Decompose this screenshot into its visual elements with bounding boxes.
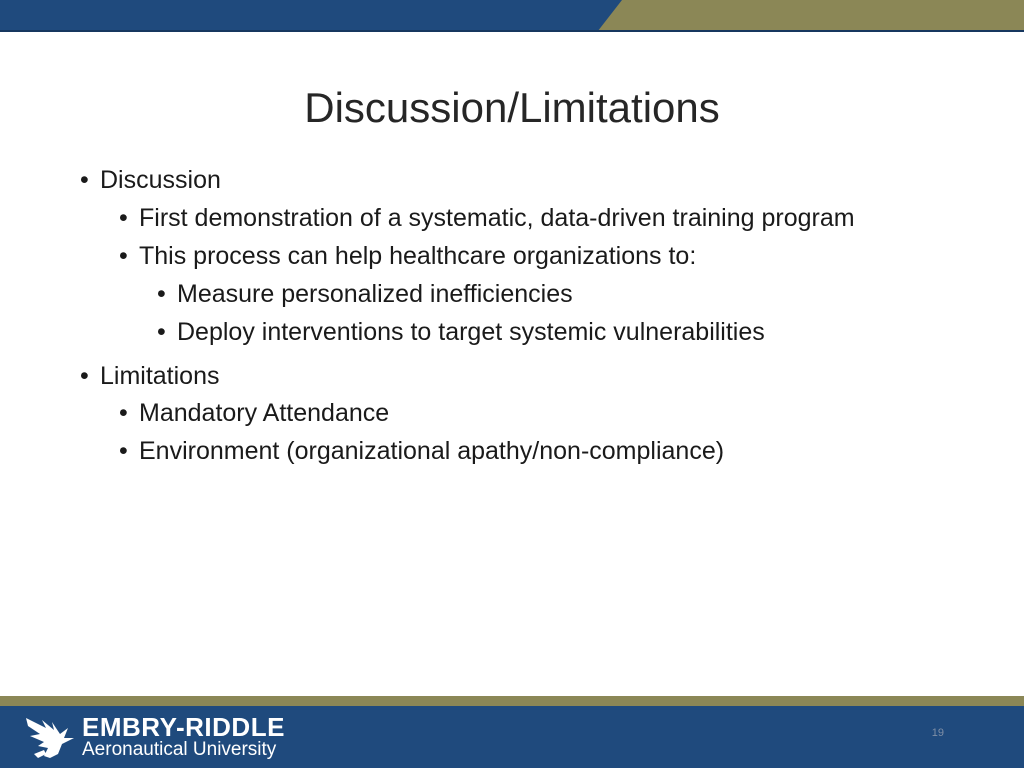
bullet-level2 <box>119 242 697 271</box>
bullet-glyph: • <box>157 318 166 346</box>
bullet-glyph: • <box>119 204 128 232</box>
bullet-level3 <box>157 280 573 309</box>
bullet-level2 <box>119 399 390 428</box>
eagle-icon <box>24 714 76 760</box>
bullet-text: Deploy interventions to target systemic vulnerabilities <box>177 318 765 346</box>
logo-name: EMBRY-RIDDLE <box>82 712 285 742</box>
top-header-band <box>0 0 1024 32</box>
bullet-text: Measure personalized inefficiencies <box>177 280 573 308</box>
bullet-glyph: • <box>80 166 89 194</box>
bullet-level2 <box>119 204 855 233</box>
bullet-text: Limitations <box>100 362 220 390</box>
bullet-text: Mandatory Attendance <box>139 399 390 427</box>
bullet-glyph: • <box>119 399 128 427</box>
page-number: 19 <box>931 727 944 739</box>
bullet-text: Environment (organizational apathy/non-compliance) <box>139 437 725 465</box>
top-header-rule <box>0 30 1024 32</box>
logo-subtitle: Aeronautical University <box>82 739 277 760</box>
bullet-glyph: • <box>119 242 128 270</box>
bullet-glyph: • <box>119 437 128 465</box>
bullet-glyph: • <box>157 280 166 308</box>
slide-title: Discussion/Limitations <box>304 84 720 131</box>
footer-gold-stripe <box>0 696 1024 706</box>
bullet-text: This process can help healthcare organizations to: <box>139 242 697 270</box>
bullet-text: Discussion <box>100 166 221 194</box>
bullet-level2 <box>119 437 725 466</box>
bullet-text: First demonstration of a systematic, data-driven training program <box>139 204 855 232</box>
top-header-blue-segment <box>0 0 622 32</box>
bullet-level3 <box>157 318 765 347</box>
bullet-level1-limitations <box>80 362 220 391</box>
bullet-level1-discussion <box>80 166 221 195</box>
bullet-glyph: • <box>80 362 89 390</box>
university-logo <box>24 712 324 762</box>
